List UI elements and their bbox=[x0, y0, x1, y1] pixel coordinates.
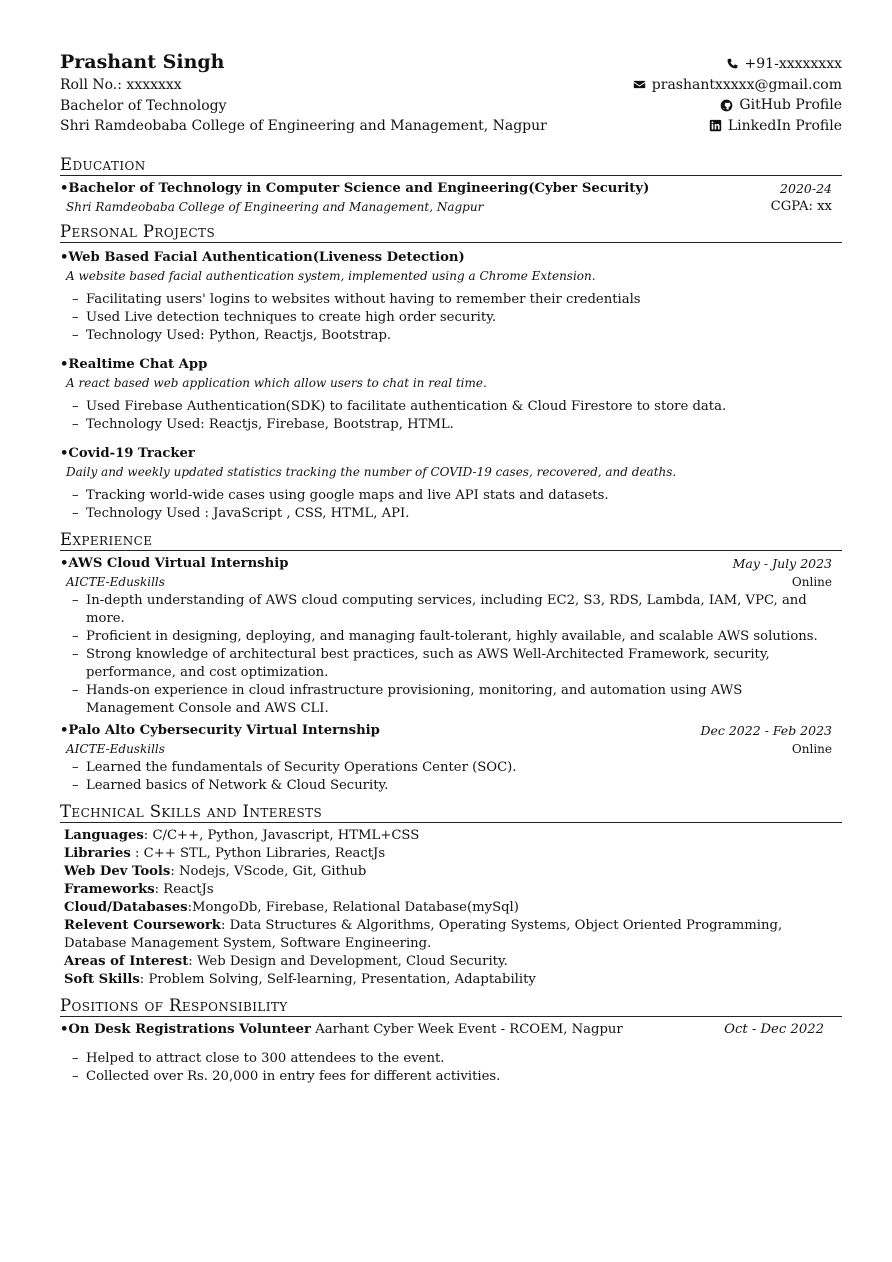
experience-header bbox=[60, 555, 842, 573]
experience-role: •AWS Cloud Virtual Internship bbox=[60, 555, 289, 571]
skill-label: Cloud/Databases bbox=[64, 899, 188, 915]
skill-value: Data Structures & Algorithms, Operating Systems, Object Oriented Programming, Database Management System, Software Engineering. bbox=[64, 917, 783, 951]
list-item: – Technology Used: Reactjs, Firebase, Bootstrap, HTML. bbox=[72, 416, 832, 434]
education-heading: Education bbox=[60, 155, 842, 176]
list-item: – Technology Used : JavaScript , CSS, HTML, API. bbox=[72, 505, 832, 523]
github-link[interactable]: GitHub Profile bbox=[739, 97, 842, 113]
college-line: Shri Ramdeobaba College of Engineering and Management, Nagpur bbox=[60, 118, 547, 134]
list-item: – Tracking world-wide cases using google maps and live API stats and datasets. bbox=[72, 487, 832, 505]
experience-section bbox=[60, 530, 842, 795]
roll-number: Roll No.: xxxxxxx bbox=[60, 77, 182, 93]
phone-number[interactable]: +91-xxxxxxxx bbox=[744, 56, 842, 72]
skill-row bbox=[60, 881, 842, 899]
linkedin-link[interactable]: LinkedIn Profile bbox=[727, 117, 842, 134]
experience-item bbox=[60, 555, 842, 718]
experience-points bbox=[60, 759, 842, 795]
position-role: •On Desk Registrations Volunteer bbox=[60, 1021, 311, 1037]
education-cgpa: CGPA: xx bbox=[770, 198, 832, 214]
project-points bbox=[60, 291, 842, 345]
resume-page bbox=[60, 50, 842, 1086]
skill-label: Web Dev Tools bbox=[64, 863, 171, 879]
experience-item bbox=[60, 722, 842, 795]
list-item: – Strong knowledge of architectural best practices, such as AWS Well-Architected Framework, security, performance, and cost optimization. bbox=[72, 646, 832, 682]
skill-value: MongoDb, Firebase, Relational Database(mySql) bbox=[192, 899, 519, 915]
skill-label: Soft Skills bbox=[64, 971, 140, 987]
education-college: Shri Ramdeobaba College of Engineering and Management, Nagpur bbox=[66, 199, 484, 214]
skill-value: Web Design and Development, Cloud Security. bbox=[196, 953, 508, 969]
skill-value: C/C++, Python, Javascript, HTML+CSS bbox=[152, 827, 420, 843]
project-description: A react based web application which allow users to chat in real time. bbox=[66, 375, 487, 390]
project-item bbox=[60, 445, 842, 523]
skill-separator: : bbox=[154, 881, 164, 897]
experience-org-row bbox=[60, 740, 842, 758]
skills-section bbox=[60, 802, 842, 989]
education-years: 2020-24 bbox=[780, 180, 832, 196]
email-contact[interactable] bbox=[633, 75, 842, 96]
experience-header bbox=[60, 722, 842, 740]
list-item: – Helped to attract close to 300 attendees to the event. bbox=[72, 1050, 832, 1068]
list-item: – Technology Used: Python, Reactjs, Bootstrap. bbox=[72, 327, 832, 345]
list-item: – Learned basics of Network & Cloud Security. bbox=[72, 777, 832, 795]
skill-row bbox=[60, 863, 842, 881]
skill-row bbox=[60, 899, 842, 917]
position-header bbox=[60, 1021, 842, 1039]
position-title-line bbox=[60, 1021, 623, 1039]
positions-heading: Positions of Responsibility bbox=[60, 996, 842, 1017]
experience-dates: May - July 2023 bbox=[732, 555, 832, 571]
project-title: •Realtime Chat App bbox=[60, 356, 208, 372]
projects-heading: Personal Projects bbox=[60, 222, 842, 243]
list-item: – Used Live detection techniques to create high order security. bbox=[72, 309, 832, 327]
skill-row bbox=[60, 827, 842, 845]
project-title: •Web Based Facial Authentication(Liveness Detection) bbox=[60, 249, 465, 265]
degree-line: Bachelor of Technology bbox=[60, 97, 227, 114]
header-left bbox=[60, 50, 547, 137]
project-item bbox=[60, 356, 842, 434]
experience-points bbox=[60, 592, 842, 718]
linkedin-contact[interactable] bbox=[633, 116, 842, 137]
project-item bbox=[60, 249, 842, 345]
education-degree: •Bachelor of Technology in Computer Science and Engineering(Cyber Security) bbox=[60, 180, 650, 196]
projects-section bbox=[60, 222, 842, 523]
phone-contact[interactable] bbox=[633, 54, 842, 75]
phone-icon bbox=[726, 58, 739, 71]
education-section bbox=[60, 155, 842, 216]
list-item: – Facilitating users' logins to websites without having to remember their credentials bbox=[72, 291, 832, 309]
skill-separator: : bbox=[130, 845, 144, 861]
project-description: A website based facial authentication system, implemented using a Chrome Extension. bbox=[66, 268, 596, 283]
experience-org: AICTE-Eduskills bbox=[66, 741, 165, 756]
skill-label: Languages bbox=[64, 827, 144, 843]
header-contacts bbox=[633, 50, 842, 137]
skill-label: Areas of Interest bbox=[64, 953, 189, 969]
project-points bbox=[60, 398, 842, 434]
list-item: – Proficient in designing, deploying, and managing fault-tolerant, highly available, and scalable AWS solutions. bbox=[72, 628, 832, 646]
skill-value: ReactJs bbox=[163, 881, 214, 897]
github-icon bbox=[720, 99, 733, 112]
education-details bbox=[60, 198, 842, 216]
list-item: – Collected over Rs. 20,000 in entry fees for different activities. bbox=[72, 1068, 832, 1086]
project-description: Daily and weekly updated statistics tracking the number of COVID-19 cases, recovered, and deaths. bbox=[66, 464, 677, 479]
github-contact[interactable] bbox=[633, 95, 842, 116]
list-item: – In-depth understanding of AWS cloud computing services, including EC2, S3, RDS, Lambda, IAM, VPC, and more. bbox=[72, 592, 832, 628]
list-item: – Hands-on experience in cloud infrastructure provisioning, monitoring, and automation using AWS Management Console and AWS CLI. bbox=[72, 682, 832, 718]
project-title: •Covid-19 Tracker bbox=[60, 445, 195, 461]
experience-role: •Palo Alto Cybersecurity Virtual Internship bbox=[60, 722, 380, 738]
experience-mode: Online bbox=[791, 574, 832, 589]
skill-row bbox=[60, 953, 842, 971]
skill-separator: : bbox=[143, 827, 153, 843]
skill-label: Libraries bbox=[64, 845, 131, 861]
project-points bbox=[60, 487, 842, 523]
experience-org: AICTE-Eduskills bbox=[66, 574, 165, 589]
position-points bbox=[60, 1050, 842, 1086]
experience-mode: Online bbox=[791, 741, 832, 756]
list-item: – Learned the fundamentals of Security Operations Center (SOC). bbox=[72, 759, 832, 777]
skill-separator: : bbox=[170, 863, 179, 879]
linkedin-icon bbox=[709, 119, 722, 132]
skill-value: Problem Solving, Self-learning, Presentation, Adaptability bbox=[148, 971, 536, 987]
skill-value: Nodejs, VScode, Git, Github bbox=[178, 863, 367, 879]
positions-section bbox=[60, 996, 842, 1086]
education-entry bbox=[60, 180, 842, 198]
skill-row bbox=[60, 971, 842, 989]
experience-heading: Experience bbox=[60, 530, 842, 551]
envelope-icon bbox=[633, 78, 646, 91]
candidate-name: Prashant Singh bbox=[60, 51, 225, 73]
list-item: – Used Firebase Authentication(SDK) to facilitate authentication & Cloud Firestore to store data. bbox=[72, 398, 832, 416]
skill-value: C++ STL, Python Libraries, ReactJs bbox=[143, 845, 386, 861]
experience-org-row bbox=[60, 573, 842, 591]
skill-label: Frameworks bbox=[64, 881, 155, 897]
skill-separator: : bbox=[139, 971, 149, 987]
skill-row bbox=[60, 845, 842, 863]
skill-row bbox=[60, 917, 842, 953]
email-address[interactable]: prashantxxxxx@gmail.com bbox=[651, 76, 842, 93]
position-dates: Oct - Dec 2022 bbox=[724, 1021, 824, 1037]
skill-label: Relevent Coursework bbox=[64, 917, 221, 933]
position-event: Aarhant Cyber Week Event - RCOEM, Nagpur bbox=[311, 1021, 623, 1037]
resume-header bbox=[60, 50, 842, 137]
skills-heading: Technical Skills and Interests bbox=[60, 802, 842, 823]
experience-dates: Dec 2022 - Feb 2023 bbox=[700, 722, 832, 738]
skill-separator: : bbox=[220, 917, 230, 933]
skill-separator: : bbox=[187, 899, 193, 915]
skill-separator: : bbox=[188, 953, 197, 969]
